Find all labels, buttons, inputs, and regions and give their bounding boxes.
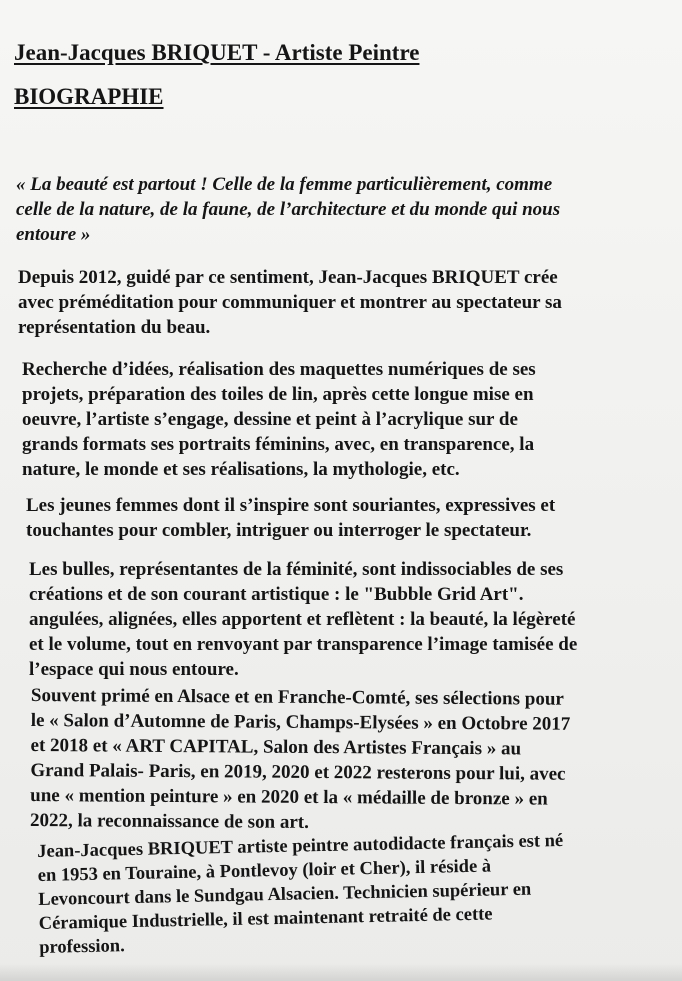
text-line: Levoncourt dans le Sundgau Alsacien. Technicien supérieur en bbox=[38, 879, 532, 910]
text-line: entoure » bbox=[16, 224, 91, 245]
text-line: angulées, alignées, elles apportent et reflètent : la beauté, la légèreté bbox=[29, 609, 576, 630]
text-line: touchantes pour combler, intriguer ou interroger le spectateur. bbox=[26, 520, 532, 541]
text-line: Céramique Industrielle, il est maintenant retraité de cette bbox=[38, 904, 493, 934]
text-line: grands formats ses portraits féminins, avec, en transparence, la bbox=[22, 434, 535, 455]
paragraph-bubbles bbox=[29, 557, 682, 682]
text-line: nature, le monde et ses réalisations, la mythologie, etc. bbox=[22, 459, 460, 480]
text-line: le « Salon d’Automne de Paris, Champs-Elysées » en Octobre 2017 bbox=[30, 709, 571, 735]
paragraph-models bbox=[26, 493, 682, 543]
text-line: une « mention peinture » en 2020 et la « médaille de bronze » en bbox=[30, 784, 548, 810]
text-line: Grand Palais- Paris, en 2019, 2020 et 2022 resterons pour lui, avec bbox=[30, 759, 566, 785]
text-line: Jean-Jacques BRIQUET artiste peintre autodidacte français est né bbox=[37, 830, 564, 862]
document-title: Jean-Jacques BRIQUET - Artiste Peintre bbox=[14, 40, 420, 65]
text-line: « La beauté est partout ! Celle de la femme particulièrement, comme bbox=[16, 174, 553, 195]
text-line: en 1953 en Touraine, à Pontlevoy (loir et Cher), il réside à bbox=[37, 856, 492, 886]
text-line: Recherche d’idées, réalisation des maquettes numériques de ses bbox=[22, 359, 536, 380]
text-line: Les jeunes femmes dont il s’inspire sont souriantes, expressives et bbox=[26, 495, 556, 516]
text-line: profession. bbox=[39, 936, 125, 958]
text-line: Depuis 2012, guidé par ce sentiment, Jean-Jacques BRIQUET crée bbox=[18, 267, 558, 288]
paragraph-biography bbox=[37, 826, 682, 960]
text-line: avec préméditation pour communiquer et montrer au spectateur sa bbox=[18, 292, 562, 313]
quote-paragraph bbox=[16, 172, 682, 247]
paragraph-process bbox=[22, 357, 682, 482]
text-line: et le volume, tout en renvoyant par transparence l’image tamisée de bbox=[29, 634, 578, 655]
paragraph-intro bbox=[18, 265, 682, 340]
text-line: celle de la nature, de la faune, de l’architecture et du monde qui nous bbox=[16, 199, 561, 220]
text-line: l’espace qui nous entoure. bbox=[29, 659, 239, 680]
text-line: représentation du beau. bbox=[18, 317, 211, 338]
text-line: Les bulles, représentantes de la féminité, sont indissociables de ses bbox=[29, 559, 564, 580]
text-line: oeuvre, l’artiste s’engage, dessine et peint à l’acrylique sur de bbox=[22, 409, 518, 430]
section-heading: BIOGRAPHIE bbox=[14, 84, 164, 109]
text-line: projets, préparation des toiles de lin, après cette longue mise en bbox=[22, 384, 534, 405]
paragraph-awards bbox=[30, 683, 682, 838]
text-line: 2022, la reconnaissance de son art. bbox=[29, 809, 309, 833]
text-line: Souvent primé en Alsace et en Franche-Comté, ses sélections pour bbox=[30, 684, 564, 710]
paper-bottom-shadow bbox=[0, 963, 682, 981]
text-line: créations et de son courant artistique : le "Bubble Grid Art". bbox=[29, 584, 524, 605]
text-line: et 2018 et « ART CAPITAL, Salon des Artistes Français » au bbox=[30, 734, 522, 760]
